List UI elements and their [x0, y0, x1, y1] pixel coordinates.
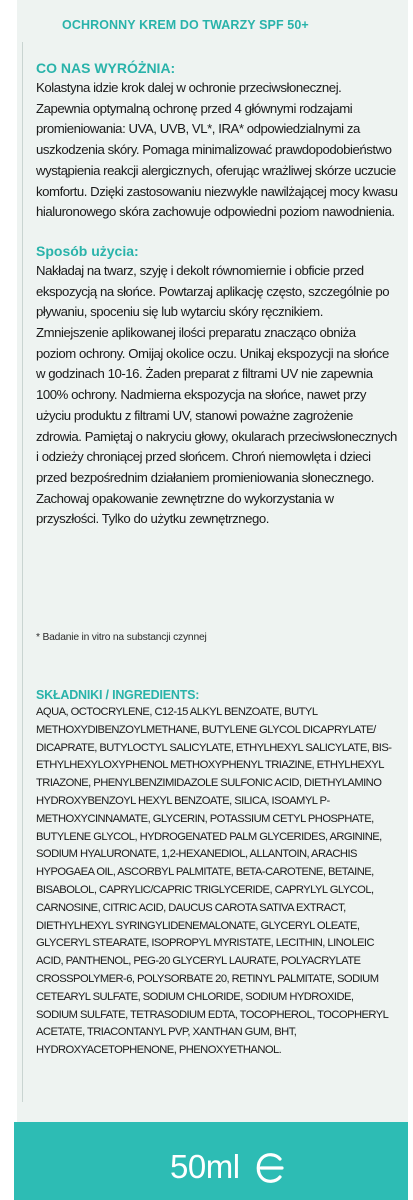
product-title: OCHRONNY KREM DO TWARZY SPF 50+: [62, 18, 309, 32]
usage-text: Nakładaj na twarz, szyję i dekolt równomiernie i obficie przed ekspozycją na słońce. Powtarzaj aplikację często, szczególnie po pływaniu, spoceniu się lub wytarciu skóry ręcznikiem. Zmniejszenie aplikowanej ilości preparatu znacząco obniża poziom ochrony. Omijaj okolice oczu. Unikaj ekspozycji na słońce w godzinach 10-16. Żaden preparat z filtrami UV nie zapewnia 100% ochrony. Nadmierna ekspozycja na słońce, nawet przy użyciu produktu z filtrami UV, stanowi poważne zagrożenie zdrowia. Pamiętaj o nakryciu głowy, okularach przeciwsłonecznych i odzieży chroniącej przed słońcem. Chroń niemowlęta i dzieci przed bezpośrednim działaniem promieniowania słonecznego. Zachowaj opakowanie zewnętrzne do wykorzystania w przyszłości. Tylko do użytku zewnętrznego.: [36, 262, 397, 527]
ingredients-heading: SKŁADNIKI / INGREDIENTS:: [36, 688, 200, 702]
estimated-sign-icon: [256, 1151, 286, 1185]
highlights-text: Kolastyna idzie krok dalej w ochronie przeciwsłonecznej. Zapewnia optymalną ochronę przed 4 głównymi rodzajami promieniowania: UVA, UVB, VL*, IRA* odpowiedzialnymi za uszkodzenia skóry. Pomaga minimalizować prawdopodobieństwo wystąpienia reakcji alergicznych, oferując wrażliwej skórze uczucie komfortu. Dzięki zastosowaniu niezwykle nawilżającej mocy kwasu hialuronowego skóra zachowuje odpowiedni poziom nawodnienia.: [36, 80, 398, 220]
highlights-heading: CO NAS WYRÓŻNIA:: [36, 60, 176, 76]
footnote: * Badanie in vitro na substancji czynnej: [36, 632, 207, 643]
volume-label: 50ml: [170, 1148, 240, 1185]
panel-edge-line: [22, 42, 23, 1102]
ingredients-text: AQUA, OCTOCRYLENE, C12-15 ALKYL BENZOATE, BUTYL METHOXYDIBENZOYLMETHANE, BUTYLENE GLYCOL DICAPRYLATE/ DICAPRATE, BUTYLOCTYL SALICYLATE, ETHYLHEXYL SALICYLATE, BIS-ETHYLHEXYLOXYPHENOL METHOXYPHENYL TRIAZINE, ETHYLHEXYL TRIAZONE, PHENYLBENZIMIDAZOLE SULFONIC ACID, DIETHYLAMINO HYDROXYBENZOYL HEXYL BENZOATE, SILICA, ISOAMYL P-METHOXYCINNAMATE, GLYCERIN, POTASSIUM CETYL PHOSPHATE, BUTYLENE GLYCOL, HYDROGENATED PALM GLYCERIDES, ARGININE, SODIUM HYALURONATE, 1,2-HEXANEDIOL, ALLANTOIN, ARACHIS HYPOGAEA OIL, ASCORBYL PALMITATE, BETA-CAROTENE, BETAINE, BISABOLOL, CAPRYLIC/CAPRIC TRIGLYCERIDE, CAPRYLYL GLYCOL, CARNOSINE, CITRIC ACID, DAUCUS CAROTA SATIVA EXTRACT, DIETHYLHEXYL SYRINGYLIDENEMALONATE, GLYCERYL OLEATE, GLYCERYL STEARATE, ISOPROPYL MYRISTATE, LECITHIN, LINOLEIC ACID, PANTHENOL, PEG-20 GLYCERYL LAURATE, POLYACRYLATE CROSSPOLYMER-6, POLYSORBATE 20, RETINYL PALMITATE, SODIUM CETEARYL SULFATE, SODIUM CHLORIDE, SODIUM HYDROXIDE, SODIUM SULFATE, TETRASODIUM EDTA, TOCOPHEROL, TOCOPHERYL ACETATE, TRIACONTANYL PVP, XANTHAN GUM, BHT, HYDROXYACETOPHENONE, PHENOXYETHANOL.: [36, 706, 392, 1057]
usage-heading: Sposób użycia:: [36, 242, 139, 259]
section-spacer: [36, 223, 398, 243]
description-content: [36, 60, 398, 530]
